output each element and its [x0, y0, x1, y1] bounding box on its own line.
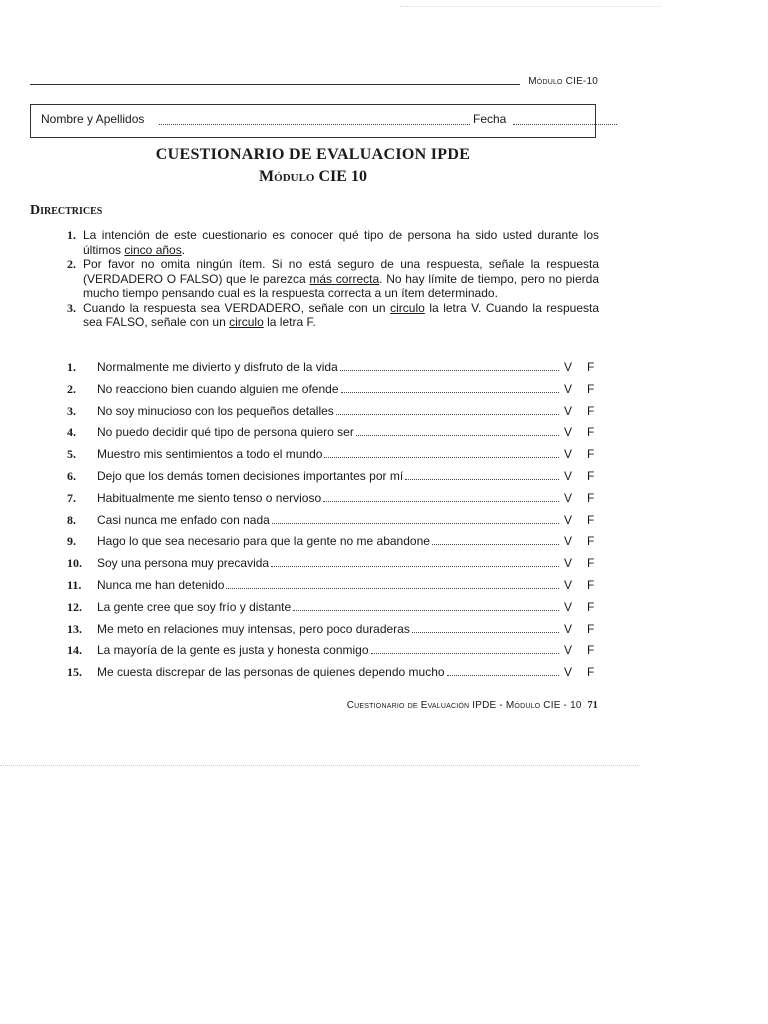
question-row — [67, 643, 599, 665]
answer-true-option[interactable]: V — [564, 512, 573, 527]
question-row — [67, 578, 599, 600]
question-row — [67, 469, 599, 491]
answer-false-option[interactable]: F — [587, 599, 595, 614]
dot-leader — [226, 588, 559, 589]
dot-leader — [336, 414, 559, 415]
directive-number: 1. — [67, 228, 76, 242]
question-row — [67, 425, 599, 447]
answer-false-option[interactable]: F — [587, 381, 595, 396]
dot-leader — [371, 653, 560, 654]
question-statement — [97, 643, 559, 657]
question-number: 5. — [67, 447, 76, 462]
question-text: Me cuesta discrepar de las personas de quienes dependo mucho — [97, 665, 445, 680]
directive-item — [67, 301, 599, 330]
question-text: La gente cree que soy frío y distante — [97, 599, 292, 614]
dot-leader — [341, 392, 559, 393]
question-row — [67, 447, 599, 469]
answer-false-option[interactable]: F — [587, 556, 595, 571]
answer-false-option[interactable]: F — [587, 621, 595, 636]
document-subtitle: Módulo CIE 10 — [259, 168, 367, 185]
question-statement — [97, 382, 559, 396]
question-text: Soy una persona muy precavida — [97, 556, 270, 571]
questions-list — [67, 360, 599, 687]
answer-true-option[interactable]: V — [564, 468, 573, 483]
answer-false-option[interactable]: F — [587, 643, 595, 658]
question-text: No reacciono bien cuando alguien me ofende — [97, 381, 339, 396]
question-row — [67, 513, 599, 535]
dot-leader — [293, 610, 559, 611]
question-statement — [97, 665, 559, 679]
page-number: 71 — [587, 700, 598, 711]
question-row — [67, 600, 599, 622]
directive-text: La intención de este cuestionario es conocer qué tipo de persona ha sido usted durante los últimos — [83, 228, 599, 257]
answer-true-option[interactable]: V — [564, 381, 573, 396]
question-number: 7. — [67, 490, 76, 505]
question-number: 2. — [67, 381, 76, 396]
directives-list — [67, 228, 599, 330]
dot-leader — [405, 479, 559, 480]
name-date-box — [30, 104, 596, 138]
question-row — [67, 556, 599, 578]
answer-true-option[interactable]: V — [564, 403, 573, 418]
directive-text: . — [181, 242, 186, 257]
question-statement — [97, 469, 559, 483]
dot-leader — [447, 675, 559, 676]
question-row — [67, 534, 599, 556]
question-text: Muestro mis sentimientos a todo el mundo — [97, 447, 323, 462]
answer-true-option[interactable]: V — [564, 360, 573, 374]
directives-heading: Directrices — [30, 203, 103, 218]
question-statement — [97, 360, 559, 374]
question-statement — [97, 622, 559, 636]
question-text: Habitualmente me siento tenso o nervioso — [97, 490, 322, 505]
directive-emphasis: circulo — [390, 300, 425, 315]
directive-item — [67, 228, 599, 257]
question-statement — [97, 534, 559, 548]
directive-text: la letra F. — [263, 315, 316, 329]
header-rule — [30, 84, 520, 85]
page-footer — [347, 700, 598, 711]
question-row — [67, 360, 599, 382]
answer-true-option[interactable]: V — [564, 556, 573, 571]
question-statement — [97, 578, 559, 592]
question-number: 3. — [67, 403, 76, 418]
directive-number: 2. — [67, 257, 76, 271]
answer-false-option[interactable]: F — [587, 468, 595, 483]
question-text: La mayoría de la gente es justa y honesta conmigo — [97, 643, 369, 658]
name-label: Nombre y Apellidos — [41, 112, 145, 126]
date-field[interactable] — [513, 124, 617, 125]
dot-leader — [356, 435, 559, 436]
answer-false-option[interactable]: F — [587, 665, 595, 680]
answer-false-option[interactable]: F — [587, 403, 595, 418]
answer-true-option[interactable]: V — [564, 447, 573, 462]
answer-true-option[interactable]: V — [564, 665, 573, 680]
question-statement — [97, 600, 559, 614]
question-statement — [97, 447, 559, 461]
question-text: Dejo que los demás tomen decisiones importantes por mí — [97, 468, 404, 483]
question-number: 4. — [67, 425, 76, 440]
answer-true-option[interactable]: V — [564, 577, 573, 592]
question-text: Casi nunca me enfado con nada — [97, 512, 270, 527]
question-text: No soy minucioso con los pequeños detalles — [97, 403, 334, 418]
answer-false-option[interactable]: F — [587, 534, 595, 549]
directive-item — [67, 257, 599, 301]
scan-artifact-top — [400, 6, 660, 7]
question-row — [67, 622, 599, 644]
document-title: CUESTIONARIO DE EVALUACION IPDE — [155, 146, 471, 163]
dot-leader — [323, 501, 559, 502]
directive-number: 3. — [67, 300, 76, 315]
question-number: 8. — [67, 512, 76, 527]
directive-text: Por favor no omita ningún ítem. Si no está seguro de una respuesta, señale la respuesta (VERDADERO O FALSO) que le parezca — [83, 257, 599, 286]
question-number: 12. — [67, 599, 82, 614]
dot-leader — [340, 370, 559, 371]
question-row — [67, 491, 599, 513]
question-number: 15. — [67, 665, 82, 680]
question-statement — [97, 491, 559, 505]
question-statement — [97, 404, 559, 418]
question-row — [67, 665, 599, 687]
question-text: Nunca me han detenido — [97, 577, 225, 592]
question-statement — [97, 513, 559, 527]
answer-true-option[interactable]: V — [564, 643, 573, 658]
question-text: Me meto en relaciones muy intensas, pero poco duraderas — [97, 621, 410, 636]
question-number: 9. — [67, 534, 76, 549]
question-row — [67, 382, 599, 404]
scan-artifact-bottom — [0, 765, 640, 766]
question-row — [67, 404, 599, 426]
question-number: 14. — [67, 643, 82, 658]
answer-false-option[interactable]: F — [587, 425, 595, 440]
question-text: No puedo decidir qué tipo de persona quiero ser — [97, 425, 354, 440]
answer-true-option[interactable]: V — [564, 490, 573, 505]
running-header — [30, 74, 598, 90]
question-number: 6. — [67, 468, 76, 483]
answer-true-option[interactable]: V — [564, 599, 573, 614]
question-text: Normalmente me divierto y disfruto de la vida — [97, 360, 338, 374]
name-field[interactable] — [159, 124, 470, 125]
directive-emphasis: circulo — [229, 315, 264, 329]
running-header-label: Módulo CIE-10 — [528, 76, 598, 87]
answer-false-option[interactable]: F — [587, 577, 595, 592]
dot-leader — [324, 457, 559, 458]
directive-text: . No hay límite de tiempo, pero no pierda mucho tiempo pensando cual es la respuesta correcta a un ítem determinado. — [83, 271, 599, 300]
answer-false-option[interactable]: F — [587, 490, 595, 505]
question-number: 13. — [67, 621, 82, 636]
dot-leader — [271, 566, 559, 567]
question-text: Hago lo que sea necesario para que la gente no me abandone — [97, 534, 430, 549]
answer-false-option[interactable]: F — [587, 447, 595, 462]
answer-true-option[interactable]: V — [564, 534, 573, 549]
answer-false-option[interactable]: F — [587, 512, 595, 527]
answer-true-option[interactable]: V — [564, 621, 573, 636]
directive-emphasis: cinco años — [124, 242, 182, 257]
question-number: 11. — [67, 577, 82, 592]
directive-emphasis: más correcta — [309, 271, 380, 286]
directive-text: la letra V. Cuando la respuesta sea FALSO, señale con un — [83, 300, 600, 329]
date-label: Fecha — [473, 112, 507, 126]
dot-leader — [432, 544, 559, 545]
directive-text: Cuando la respuesta sea VERDADERO, señale con un — [83, 300, 391, 315]
answer-true-option[interactable]: V — [564, 425, 573, 440]
dot-leader — [272, 523, 559, 524]
answer-false-option[interactable]: F — [587, 360, 595, 374]
dot-leader — [412, 632, 559, 633]
question-statement — [97, 556, 559, 570]
question-number: 10. — [67, 556, 82, 571]
footer-label: Cuestionario de Evaluación IPDE - Módulo CIE - 10 — [346, 700, 582, 711]
question-statement — [97, 425, 559, 439]
question-number: 1. — [67, 360, 76, 374]
